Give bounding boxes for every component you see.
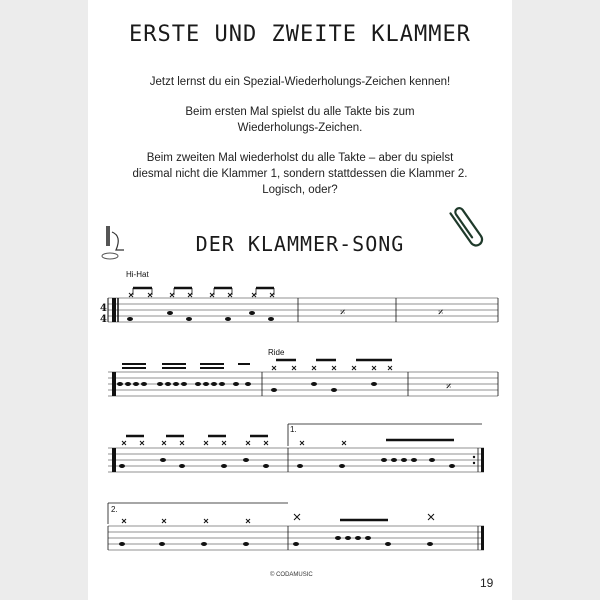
paperclip-icon (450, 207, 484, 248)
page-number: 19 (480, 576, 494, 590)
repeat-bar-mark: 𝄎 (446, 380, 452, 393)
hihat-label: Hi-Hat (126, 270, 149, 279)
staff-line-4 (108, 503, 484, 550)
repeat-bar-mark: 𝄎 (438, 306, 444, 319)
page-heading: ERSTE UND ZWEITE KLAMMER (129, 22, 471, 47)
para3-line-2: diesmal nicht die Klammer 1, sondern stattdessen die Klammer 2. (132, 168, 468, 180)
para3-line-1: Beim zweiten Mal wiederholst du alle Takte – aber du spielst (146, 152, 454, 164)
staff-line-2 (108, 360, 498, 396)
ending-2-label: 2. (111, 505, 118, 514)
copyright-text: © CODAMUSIC (270, 572, 313, 578)
ending-1-label: 1. (290, 425, 297, 434)
songbook-page (88, 0, 512, 600)
song-title: DER KLAMMER-SONG (195, 232, 405, 256)
staff-line-3 (108, 424, 484, 472)
staff-line-1 (108, 288, 498, 322)
time-signature-bottom: 4 (100, 314, 107, 325)
para2-line-1: Beim ersten Mal spielst du alle Takte bis zum (185, 106, 415, 118)
intro-line-1: Jetzt lernst du ein Spezial-Wiederholungs-Zeichen kennen! (149, 76, 451, 88)
time-signature-top: 4 (100, 303, 107, 314)
drumstick-icon (102, 226, 124, 259)
para2-line-2: Wiederholungs-Zeichen. (237, 122, 363, 134)
para3-line-3: Logisch, oder? (262, 184, 338, 196)
ride-label: Ride (268, 348, 285, 357)
repeat-bar-mark: 𝄎 (340, 306, 346, 319)
music-notation (88, 0, 512, 600)
